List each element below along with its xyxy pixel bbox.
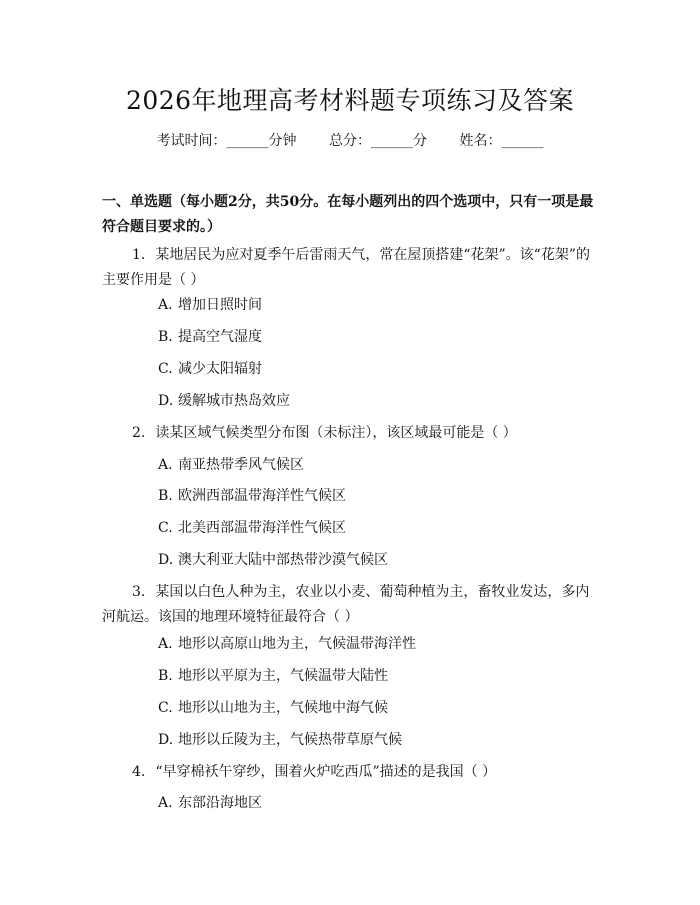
option-text: 提高空气湿度 [178, 329, 262, 345]
option-letter: C. [158, 700, 173, 716]
question-1-option-d [158, 390, 578, 412]
option-letter: B. [158, 329, 173, 345]
question-4-option-a [158, 792, 578, 814]
option-text: 增加日照时间 [178, 297, 262, 313]
document-title: 2026年地理高考材料题专项练习及答案 [125, 86, 575, 115]
question-1 [102, 243, 602, 293]
option-text: 减少太阳辐射 [178, 361, 262, 377]
question-2-option-d [158, 549, 578, 571]
student-name: 姓名：______ [459, 133, 544, 149]
option-text: 北美西部温带海洋性气候区 [178, 520, 346, 536]
option-text: 澳大利亚大陆中部热带沙漠气候区 [178, 552, 388, 568]
question-1-option-c [158, 358, 578, 380]
question-3-option-c [158, 697, 578, 719]
option-letter: B. [158, 488, 173, 504]
option-text: 南亚热带季风气候区 [178, 457, 304, 473]
question-number: 4. [132, 764, 146, 780]
question-3-option-d [158, 729, 578, 751]
exam-info [0, 130, 700, 152]
question-1-option-b [158, 326, 578, 348]
option-text: 地形以平原为主，气候温带大陆性 [178, 668, 388, 684]
question-2-option-b [158, 485, 578, 507]
option-letter: C. [158, 361, 173, 377]
question-2 [102, 421, 602, 446]
option-letter: D. [158, 732, 174, 748]
option-text: 地形以丘陵为主，气候热带草原气候 [178, 732, 402, 748]
option-text: 地形以山地为主，气候地中海气候 [178, 700, 388, 716]
option-letter: A. [158, 636, 173, 652]
option-text: 缓解城市热岛效应 [178, 393, 290, 409]
question-2-option-c [158, 517, 578, 539]
question-1-option-a [158, 294, 578, 316]
question-text: “早穿棉袄午穿纱，围着火炉吃西瓜”描述的是我国（ ） [155, 764, 497, 780]
question-3 [102, 580, 602, 630]
question-text: 读某区域气候类型分布图（未标注），该区域最可能是（ ） [155, 425, 517, 441]
option-letter: B. [158, 668, 173, 684]
option-letter: A. [158, 795, 173, 811]
question-3-option-b [158, 665, 578, 687]
section-heading: 一、单选题（每小题2分，共50分。在每小题列出的四个选项中，只有一项是最符合题目要求的。） [102, 194, 594, 235]
question-number: 3. [132, 584, 146, 600]
option-letter: D. [158, 552, 174, 568]
question-2-option-a [158, 454, 578, 476]
option-text: 欧洲西部温带海洋性气候区 [178, 488, 346, 504]
option-text: 地形以高原山地为主，气候温带海洋性 [178, 636, 416, 652]
exam-time: 考试时间：______分钟 [156, 133, 297, 149]
option-letter: C. [158, 520, 173, 536]
option-letter: D. [158, 393, 174, 409]
question-text: 某国以白色人种为主，农业以小麦、葡萄种植为主，畜牧业发达，多内河航运。该国的地理环境特征最符合（ ） [102, 584, 590, 625]
option-letter: A. [158, 457, 173, 473]
exam-score: 总分：______分 [329, 133, 427, 149]
question-4 [102, 760, 602, 785]
option-letter: A. [158, 297, 173, 313]
question-text: 某地居民为应对夏季午后雷雨天气，常在屋顶搭建“花架”。该“花架”的主要作用是（ ） [102, 247, 590, 288]
question-number: 2. [132, 425, 146, 441]
option-text: 东部沿海地区 [178, 795, 262, 811]
question-3-option-a [158, 633, 578, 655]
question-number: 1. [132, 247, 146, 263]
